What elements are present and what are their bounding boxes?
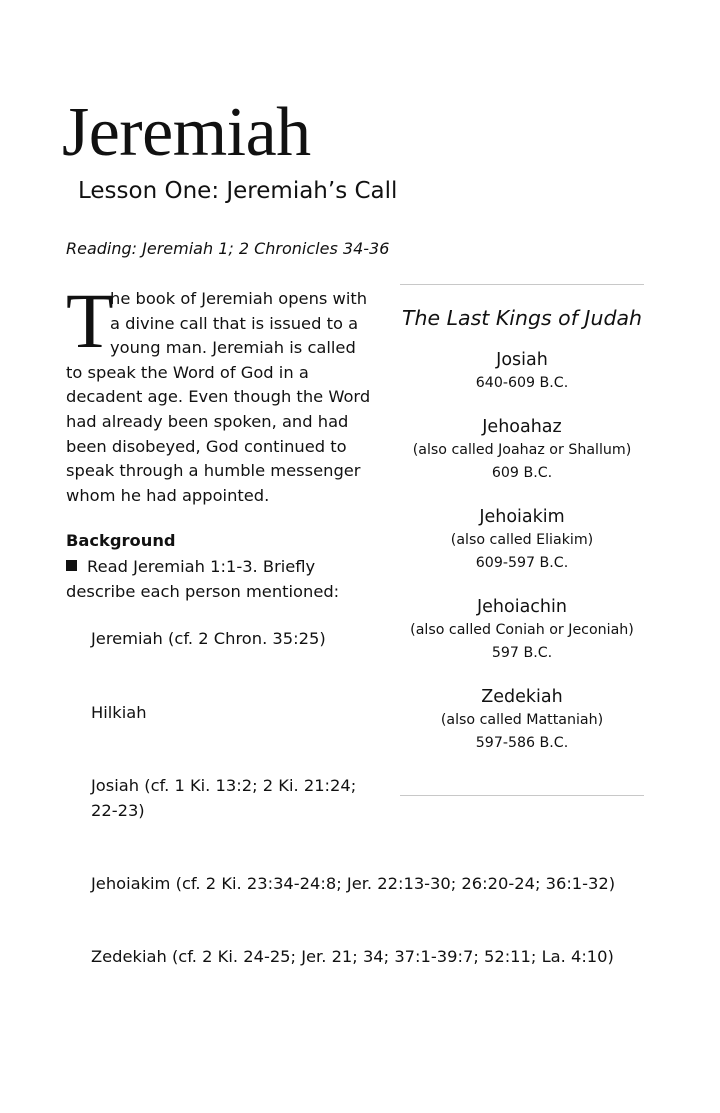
intro-paragraph bbox=[66, 277, 374, 508]
king-alias: (also called Joahaz or Shallum) bbox=[412, 441, 632, 458]
king-alias: (also called Mattaniah) bbox=[440, 711, 604, 728]
question-jeremiah: Jeremiah (cf. 2 Chron. 35:25) bbox=[91, 629, 326, 648]
king-name: Jehoiachin bbox=[477, 596, 567, 617]
intro-text: he book of Jeremiah opens with a divine call that is issued to a young man. Jeremiah is called to speak the Word of God in a decadent age. Even though the Word had already been spoken, and had been disobeyed, God continued to speak through a humble messenger whom he had appointed. bbox=[66, 289, 371, 505]
sidebar-title: The Last Kings of Judah bbox=[401, 306, 643, 330]
reading-reference: Reading: Jeremiah 1; 2 Chronicles 34-36 bbox=[66, 239, 390, 258]
square-bullet-icon bbox=[66, 560, 77, 571]
king-entry bbox=[400, 686, 644, 755]
king-entry bbox=[400, 416, 644, 485]
king-dates: 597 B.C. bbox=[491, 644, 553, 661]
lesson-subtitle: Lesson One: Jeremiah’s Call bbox=[78, 178, 398, 204]
question-hilkiah: Hilkiah bbox=[91, 703, 147, 722]
king-alias: (also called Coniah or Jeconiah) bbox=[410, 621, 634, 638]
king-entry bbox=[400, 349, 644, 395]
question-josiah: Josiah (cf. 1 Ki. 13:2; 2 Ki. 21:24; 22-23) bbox=[91, 776, 357, 820]
question-zedekiah: Zedekiah (cf. 2 Ki. 24-25; Jer. 21; 34; 37:1-39:7; 52:11; La. 4:10) bbox=[91, 947, 614, 966]
background-task bbox=[66, 555, 366, 604]
king-name: Jehoahaz bbox=[482, 416, 562, 437]
kings-sidebar bbox=[400, 284, 644, 796]
king-dates: 597-586 B.C. bbox=[475, 734, 569, 751]
king-name: Zedekiah bbox=[481, 686, 563, 707]
king-dates: 609 B.C. bbox=[491, 464, 553, 481]
king-entry bbox=[400, 596, 644, 665]
king-dates: 609-597 B.C. bbox=[475, 554, 569, 571]
king-alias: (also called Eliakim) bbox=[450, 531, 594, 548]
drop-cap: T bbox=[66, 277, 114, 364]
king-name: Jehoiakim bbox=[479, 506, 565, 527]
king-name: Josiah bbox=[496, 349, 548, 370]
question-jehoiakim: Jehoiakim (cf. 2 Ki. 23:34-24:8; Jer. 22:13-30; 26:20-24; 36:1-32) bbox=[91, 874, 616, 893]
king-entry bbox=[400, 506, 644, 575]
task-text: Read Jeremiah 1:1-3. Briefly describe each person mentioned: bbox=[66, 557, 340, 601]
page-title: Jeremiah bbox=[62, 94, 311, 171]
king-dates: 640-609 B.C. bbox=[475, 374, 569, 391]
background-heading: Background bbox=[66, 531, 176, 550]
kings-list bbox=[400, 349, 644, 755]
